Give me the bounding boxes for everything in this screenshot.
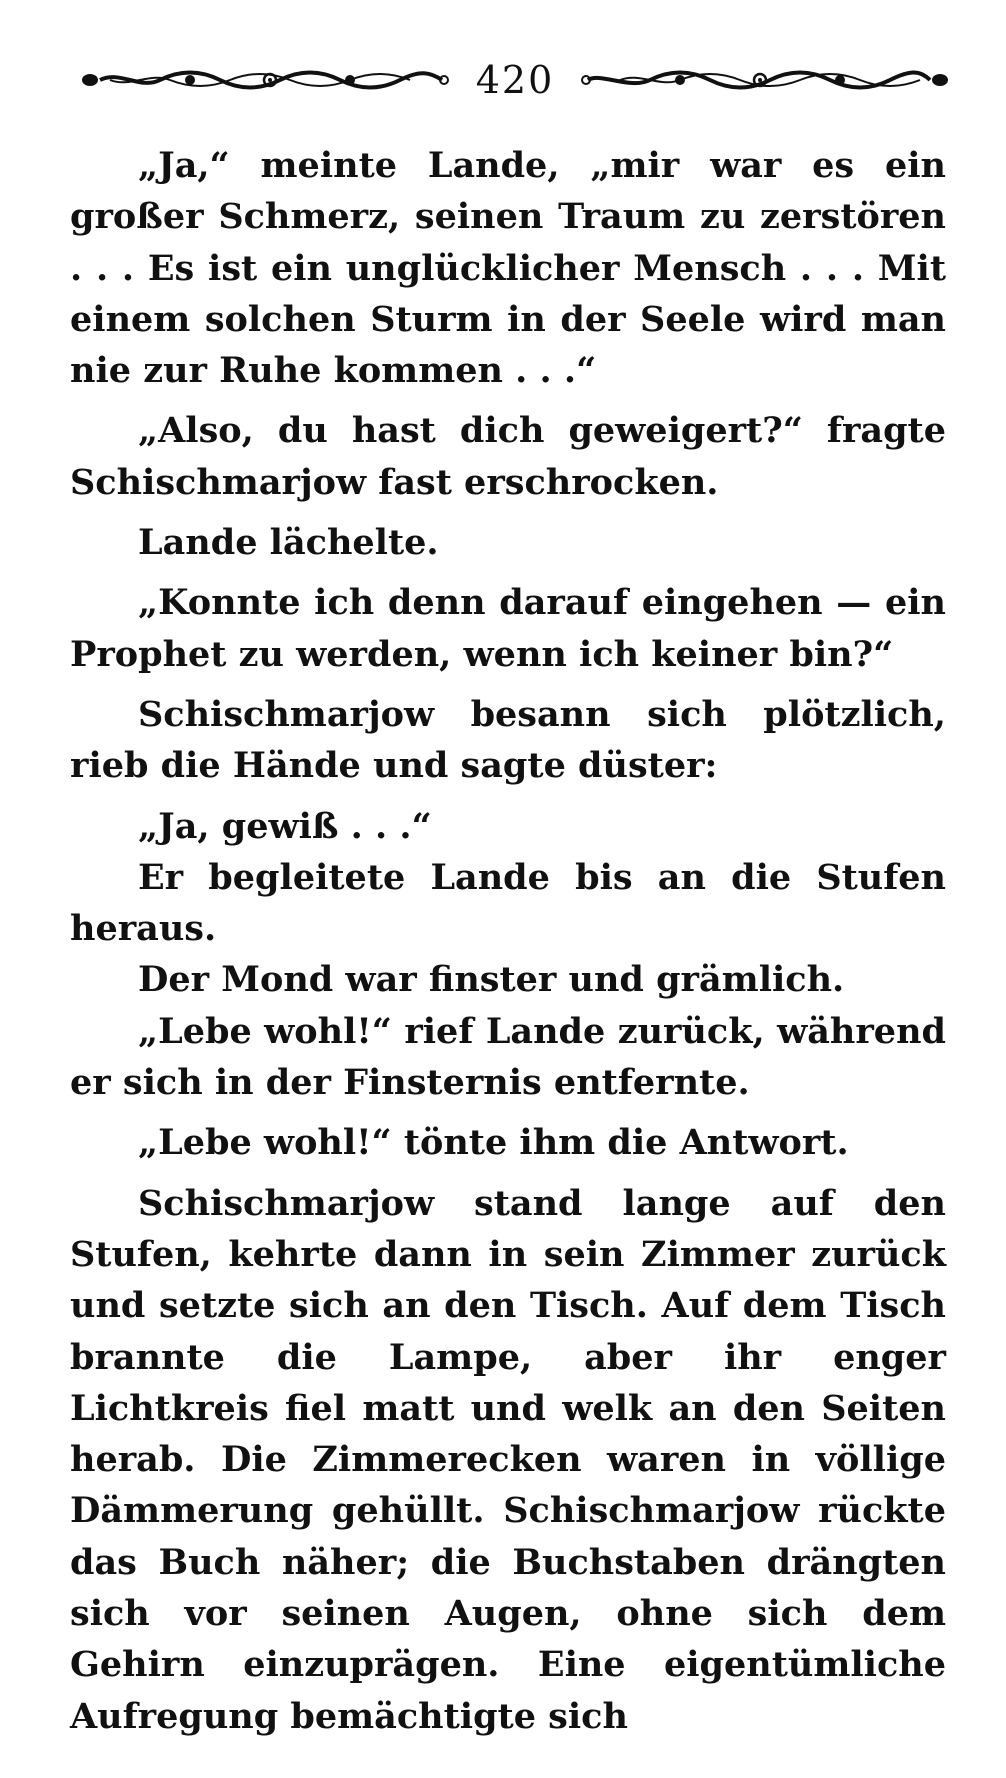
paragraph: „Ja, gewiß . . .“ (138, 805, 432, 847)
page-header (80, 50, 950, 110)
paragraph: Lande lächelte. (138, 522, 439, 564)
paragraph: Er begleitete Lande bis an die Stufen heraus. (70, 856, 946, 950)
paragraph: Schischmarjow stand lange auf den Stufen, kehrte dann in sein Zimmer zurück und setzte sich an den Tisch. Auf dem Tisch brannte die Lampe, aber ihr enger Lichtkreis fiel matt und welk an den Seiten herab. Die Zimmerecken waren in völlige Dämmerung gehüllt. Schischmarjow rückte das Buch näher; die Buchstaben drängten sich vor seinen Augen, ohne sich dem Gehirn einzuprägen. Eine eigentümliche Aufregung bemächtigte sich (70, 1182, 946, 1737)
paragraph: Schischmarjow besann sich plötzlich, rieb die Hände und sagte düster: (70, 693, 946, 787)
left-ornament-icon (80, 68, 450, 92)
paragraph: „Also, du hast dich geweigert?“ fragte Schischmarjow fast erschrocken. (70, 410, 946, 503)
page-number: 420 (475, 58, 555, 102)
paragraph: Der Mond war finster und grämlich. (138, 959, 845, 1001)
body-text (70, 140, 946, 1751)
right-ornament-icon (580, 68, 950, 92)
paragraph: „Lebe wohl!“ tönte ihm die Antwort. (138, 1122, 849, 1164)
paragraph: „Lebe wohl!“ rief Lande zurück, während er sich in der Finsternis entfernte. (70, 1010, 946, 1104)
paragraph: „Ja,“ meinte Lande, „mir war es ein großer Schmerz, seinen Traum zu zerstören . . . Es ist ein unglücklicher Mensch . . . Mit einem solchen Sturm in der Seele wird man nie zur Ruhe kommen . . .“ (70, 145, 946, 392)
paragraph: „Konnte ich denn darauf eingehen — ein Prophet zu werden, wenn ich keiner bin?“ (70, 582, 946, 675)
